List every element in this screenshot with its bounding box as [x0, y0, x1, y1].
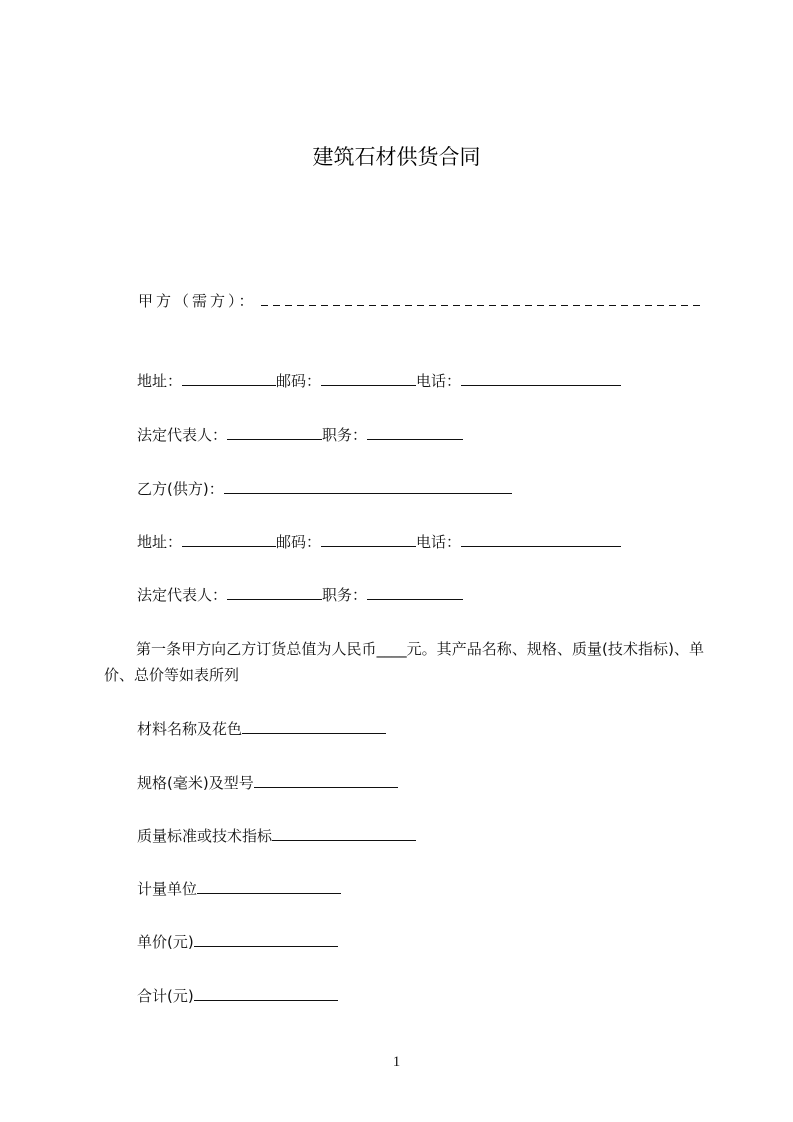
party-b-position-blank[interactable]	[367, 583, 463, 600]
party-b-contact-line	[137, 530, 621, 553]
party-a-rep-line	[137, 423, 463, 446]
party-b-postcode-blank[interactable]	[321, 530, 416, 547]
party-a-rep-label: 法定代表人：	[137, 426, 228, 444]
quality-field-line	[137, 824, 416, 847]
price-blank[interactable]	[194, 930, 338, 947]
unit-blank[interactable]	[197, 877, 341, 894]
party-a-contact-line	[137, 369, 621, 392]
party-a-postcode-label: 邮码：	[276, 372, 322, 390]
party-b-address-blank[interactable]	[182, 530, 276, 547]
quality-blank[interactable]	[272, 824, 416, 841]
party-a-postcode-blank[interactable]	[321, 369, 416, 386]
party-a-phone-label: 电话：	[416, 372, 462, 390]
unit-label: 计量单位	[137, 880, 198, 898]
party-a-position-label: 职务：	[322, 426, 368, 444]
party-a-name-blank[interactable]	[261, 292, 701, 306]
price-label: 单价(元)	[137, 933, 194, 951]
party-a-line	[138, 290, 701, 312]
quality-label: 质量标准或技术指标	[137, 827, 273, 845]
total-blank[interactable]	[194, 984, 338, 1001]
total-label: 合计(元)	[137, 987, 194, 1005]
material-label: 材料名称及花色	[137, 720, 243, 738]
party-a-rep-blank[interactable]	[227, 423, 322, 440]
party-b-rep-line	[137, 583, 463, 606]
party-a-phone-blank[interactable]	[461, 369, 621, 386]
party-b-line	[137, 477, 512, 500]
unit-field-line	[137, 877, 341, 900]
material-blank[interactable]	[242, 717, 386, 734]
party-b-name-blank[interactable]	[224, 477, 512, 494]
material-field-line	[137, 717, 386, 740]
party-b-rep-blank[interactable]	[227, 583, 322, 600]
party-a-address-label: 地址：	[137, 372, 183, 390]
party-b-phone-label: 电话：	[416, 533, 462, 551]
party-b-phone-blank[interactable]	[461, 530, 621, 547]
party-a-position-blank[interactable]	[367, 423, 463, 440]
total-field-line	[137, 984, 338, 1007]
spec-field-line	[137, 771, 398, 794]
party-b-position-label: 职务：	[322, 586, 368, 604]
article-1-text-after: 元。其产品名称、规格、质量(技术指标)、单价、总价等如表所列	[104, 640, 704, 684]
party-a-address-blank[interactable]	[182, 369, 276, 386]
article-1-amount-blank[interactable]: ____	[376, 640, 407, 658]
document-title: 建筑石材供货合同	[312, 145, 481, 169]
spec-blank[interactable]	[254, 771, 398, 788]
party-a-label: 甲方（需方）：	[138, 292, 257, 310]
party-b-postcode-label: 邮码：	[276, 533, 322, 551]
page-number: 1	[392, 1054, 401, 1070]
article-1-paragraph	[104, 636, 704, 688]
party-b-address-label: 地址：	[137, 533, 183, 551]
party-b-rep-label: 法定代表人：	[137, 586, 228, 604]
price-field-line	[137, 930, 338, 953]
party-b-label: 乙方(供方)：	[137, 480, 224, 498]
article-1-text-before: 第一条甲方向乙方订货总值为人民币	[136, 640, 377, 658]
spec-label: 规格(毫米)及型号	[137, 774, 254, 792]
